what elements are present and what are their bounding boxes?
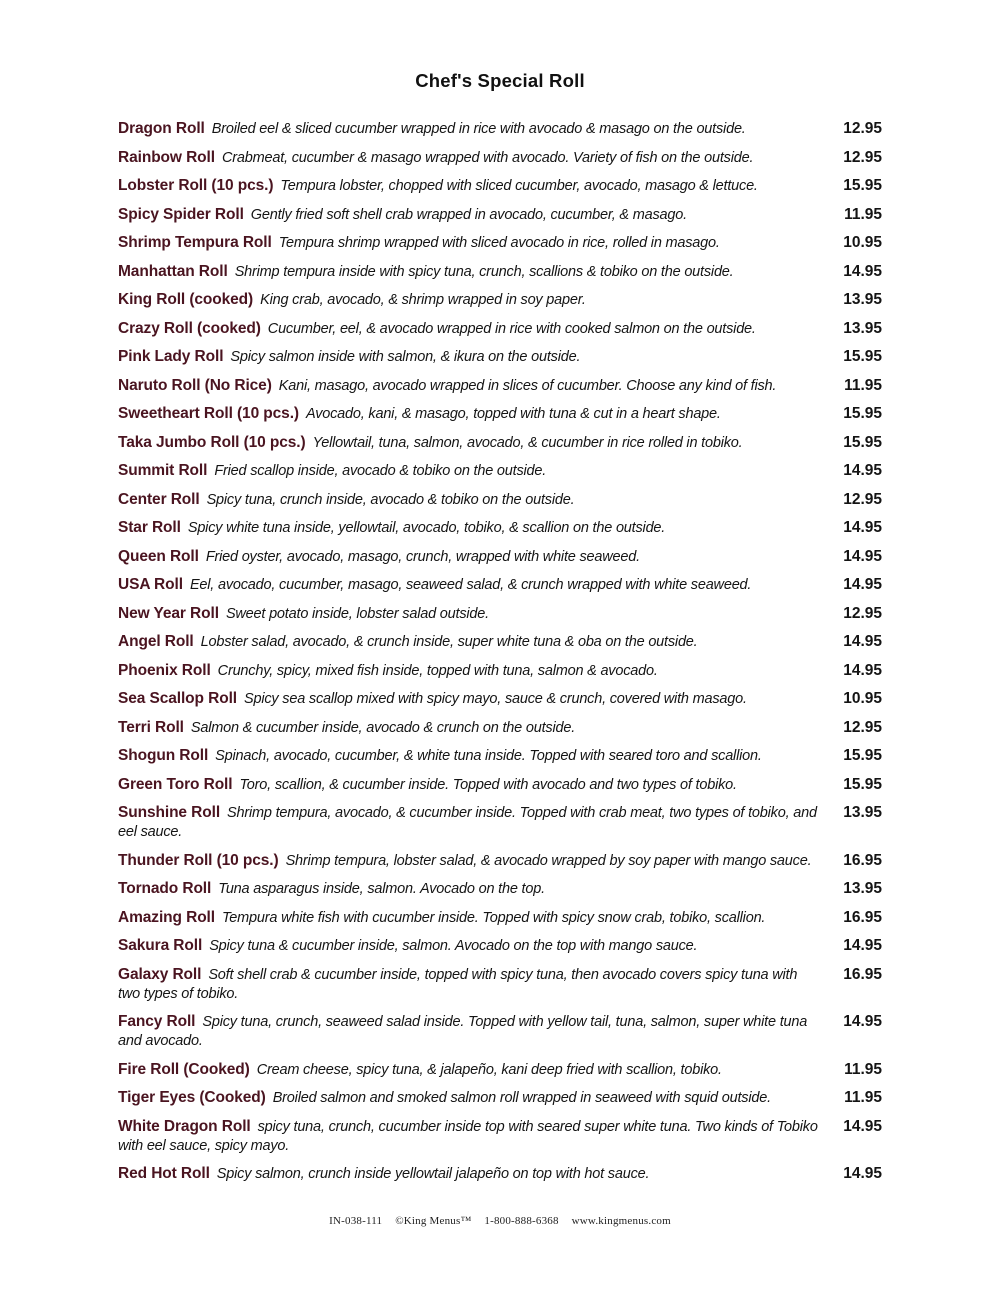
menu-item-text bbox=[118, 119, 820, 139]
item-description: Spicy tuna, crunch inside, avocado & tobiko on the outside. bbox=[206, 491, 575, 508]
item-price: 11.95 bbox=[844, 376, 882, 394]
item-description: Yellowtail, tuna, salmon, avocado, & cucumber in rice rolled in tobiko. bbox=[312, 434, 743, 451]
item-name: Phoenix Roll bbox=[118, 661, 211, 679]
page-title: Chef's Special Roll bbox=[415, 70, 585, 91]
menu-item-text bbox=[118, 347, 820, 367]
item-name: Tornado Roll bbox=[118, 880, 212, 897]
item-name: Shrimp Tempura Roll bbox=[118, 234, 272, 251]
item-name: Crazy Roll (cooked) bbox=[118, 319, 261, 337]
menu-item-text bbox=[118, 746, 820, 766]
menu-item-text bbox=[118, 1117, 820, 1156]
item-description: Lobster salad, avocado, & crunch inside, super white tuna & oba on the outside. bbox=[200, 634, 698, 650]
menu-item-text bbox=[118, 1088, 820, 1108]
item-name: Sea Scallop Roll bbox=[118, 690, 237, 707]
menu-item-text bbox=[118, 604, 820, 624]
item-name: Sweetheart Roll (10 pcs.) bbox=[118, 405, 299, 422]
item-name: Sakura Roll bbox=[118, 937, 203, 954]
item-description: Gently fried soft shell crab wrapped in avocado, cucumber, & masago. bbox=[250, 206, 687, 223]
menu-item-row bbox=[118, 632, 882, 652]
item-description: Shrimp tempura, lobster salad, & avocado wrapped by soy paper with mango sauce. bbox=[285, 852, 812, 869]
menu-item-text bbox=[118, 965, 820, 1004]
item-name: Amazing Roll bbox=[118, 908, 215, 926]
item-price: 13.95 bbox=[843, 804, 882, 821]
menu-item-row bbox=[118, 547, 882, 567]
footer-website: www.kingmenus.com bbox=[571, 1215, 671, 1227]
item-price: 14.95 bbox=[843, 633, 882, 650]
menu-item-text bbox=[118, 404, 820, 424]
item-description: Eel, avocado, cucumber, masago, seaweed salad, & crunch wrapped with white seaweed. bbox=[189, 577, 752, 593]
item-name: Lobster Roll (10 pcs.) bbox=[118, 177, 274, 194]
menu-item-row bbox=[118, 803, 882, 842]
item-name: Red Hot Roll bbox=[118, 1165, 210, 1182]
menu-item-text bbox=[118, 661, 820, 681]
item-price: 15.95 bbox=[843, 177, 882, 194]
menu-item-text bbox=[118, 176, 820, 196]
item-description: Spicy tuna, crunch, seaweed salad inside. Topped with yellow tail, tuna, salmon, super white tuna and avocado. bbox=[118, 1014, 808, 1049]
item-name: Pink Lady Roll bbox=[118, 348, 224, 365]
item-price: 13.95 bbox=[843, 319, 882, 337]
item-name: USA Roll bbox=[118, 576, 183, 593]
item-name: Shogun Roll bbox=[118, 747, 209, 764]
menu-item-text bbox=[118, 1164, 820, 1184]
menu-item-text bbox=[118, 908, 820, 928]
item-price: 14.95 bbox=[843, 547, 882, 565]
item-description: Soft shell crab & cucumber inside, topped with spicy tuna, then avocado covers spicy tuna with two types of tobiko. bbox=[118, 966, 798, 1002]
item-description: Fried scallop inside, avocado & tobiko on the outside. bbox=[214, 463, 547, 479]
item-price: 14.95 bbox=[843, 1165, 882, 1182]
item-description: Shrimp tempura inside with spicy tuna, crunch, scallions & tobiko on the outside. bbox=[234, 263, 734, 280]
item-description: Crunchy, spicy, mixed fish inside, topped with tuna, salmon & avocado. bbox=[217, 662, 658, 679]
menu-item-text bbox=[118, 1060, 820, 1080]
item-price: 16.95 bbox=[843, 908, 882, 926]
item-description: Tempura shrimp wrapped with sliced avocado in rice, rolled in masago. bbox=[278, 235, 720, 251]
menu-item-row bbox=[118, 1164, 882, 1184]
item-price: 11.95 bbox=[844, 205, 882, 223]
menu-item-text bbox=[118, 803, 820, 842]
item-description: Spicy salmon inside with salmon, & ikura on the outside. bbox=[230, 349, 581, 365]
item-description: Spicy white tuna inside, yellowtail, avocado, tobiko, & scallion on the outside. bbox=[187, 520, 666, 536]
item-price: 12.95 bbox=[843, 604, 882, 622]
menu-item-row bbox=[118, 936, 882, 956]
item-name: Fire Roll (Cooked) bbox=[118, 1060, 250, 1078]
item-price: 14.95 bbox=[843, 661, 882, 679]
footer-copyright: ©King Menus™ bbox=[395, 1215, 472, 1227]
item-price: 15.95 bbox=[843, 747, 882, 764]
menu-item-text bbox=[118, 775, 820, 795]
menu-item-row bbox=[118, 290, 882, 310]
menu-item-text bbox=[118, 632, 820, 652]
menu-item-row bbox=[118, 148, 882, 168]
item-price: 14.95 bbox=[843, 519, 882, 536]
menu-item-row bbox=[118, 176, 882, 196]
item-name: Sunshine Roll bbox=[118, 804, 221, 821]
menu-item-row bbox=[118, 879, 882, 899]
item-description: Shrimp tempura, avocado, & cucumber inside. Topped with crab meat, two types of tobiko, and eel sauce. bbox=[118, 805, 817, 840]
item-name: Center Roll bbox=[118, 490, 200, 508]
item-name: Spicy Spider Roll bbox=[118, 205, 244, 223]
menu-item-row bbox=[118, 775, 882, 795]
item-price: 16.95 bbox=[843, 851, 882, 869]
item-name: Tiger Eyes (Cooked) bbox=[118, 1089, 266, 1106]
menu-item-row bbox=[118, 1088, 882, 1108]
menu-item-row bbox=[118, 851, 882, 871]
item-price: 14.95 bbox=[843, 576, 882, 593]
menu-item-row bbox=[118, 1012, 882, 1051]
menu-item-text bbox=[118, 433, 820, 453]
menu-item-row bbox=[118, 604, 882, 624]
item-description: Broiled eel & sliced cucumber wrapped in rice with avocado & masago on the outside. bbox=[211, 121, 746, 137]
item-description: Spicy salmon, crunch inside yellowtail jalapeño on top with hot sauce. bbox=[216, 1166, 650, 1182]
menu-item-row bbox=[118, 518, 882, 538]
item-name: King Roll (cooked) bbox=[118, 291, 254, 308]
menu-item-row bbox=[118, 347, 882, 367]
menu-item-row bbox=[118, 490, 882, 510]
menu-item-row bbox=[118, 746, 882, 766]
menu-item-row bbox=[118, 689, 882, 709]
item-name: White Dragon Roll bbox=[118, 1117, 251, 1135]
item-price: 14.95 bbox=[843, 1117, 882, 1135]
item-description: Crabmeat, cucumber & masago wrapped with avocado. Variety of fish on the outside. bbox=[221, 149, 754, 166]
menu-item-row bbox=[118, 1117, 882, 1156]
menu-item-text bbox=[118, 233, 820, 253]
menu-item-row bbox=[118, 233, 882, 253]
item-price: 15.95 bbox=[843, 348, 882, 365]
item-description: Fried oyster, avocado, masago, crunch, wrapped with white seaweed. bbox=[205, 548, 640, 565]
menu-item-row bbox=[118, 575, 882, 595]
menu-item-text bbox=[118, 689, 820, 709]
item-name: Dragon Roll bbox=[118, 120, 205, 137]
item-price: 15.95 bbox=[843, 775, 882, 793]
item-description: Tuna asparagus inside, salmon. Avocado on the top. bbox=[218, 881, 545, 897]
menu-item-row bbox=[118, 1060, 882, 1080]
item-name: Star Roll bbox=[118, 519, 181, 536]
item-name: Manhattan Roll bbox=[118, 262, 228, 280]
menu-item-text bbox=[118, 290, 820, 310]
item-price: 13.95 bbox=[843, 880, 882, 897]
menu-item-text bbox=[118, 879, 820, 899]
item-price: 14.95 bbox=[843, 937, 882, 954]
menu-item-text bbox=[118, 148, 820, 168]
item-name: Naruto Roll (No Rice) bbox=[118, 376, 272, 394]
menu-item-text bbox=[118, 262, 820, 282]
item-name: Summit Roll bbox=[118, 462, 208, 479]
item-description: Broiled salmon and smoked salmon roll wrapped in seaweed with squid outside. bbox=[272, 1090, 771, 1106]
menu-item-text bbox=[118, 518, 820, 538]
menu-item-text bbox=[118, 718, 820, 738]
item-price: 10.95 bbox=[843, 234, 882, 251]
menu-item-row bbox=[118, 262, 882, 282]
menu-item-row bbox=[118, 461, 882, 481]
item-price: 14.95 bbox=[843, 1013, 882, 1030]
item-price: 11.95 bbox=[844, 1060, 882, 1078]
item-description: Spicy sea scallop mixed with spicy mayo, sauce & crunch, covered with masago. bbox=[244, 691, 747, 707]
item-price: 10.95 bbox=[843, 690, 882, 707]
item-description: spicy tuna, crunch, cucumber inside top with seared super white tuna. Two kinds of Tobiko with eel sauce, spicy mayo. bbox=[118, 1118, 818, 1154]
item-description: Spicy tuna & cucumber inside, salmon. Avocado on the top with mango sauce. bbox=[209, 938, 698, 954]
item-description: Sweet potato inside, lobster salad outside. bbox=[225, 605, 489, 622]
item-name: New Year Roll bbox=[118, 604, 219, 622]
menu-item-text bbox=[118, 547, 820, 567]
menu-item-text bbox=[118, 936, 820, 956]
menu-item-text bbox=[118, 319, 820, 339]
menu-item-row bbox=[118, 205, 882, 225]
item-description: Toro, scallion, & cucumber inside. Topped with avocado and two types of tobiko. bbox=[239, 776, 737, 793]
menu-item-text bbox=[118, 205, 820, 225]
item-name: Galaxy Roll bbox=[118, 965, 202, 983]
item-name: Rainbow Roll bbox=[118, 148, 215, 166]
menu-item-row bbox=[118, 908, 882, 928]
item-description: Kani, masago, avocado wrapped in slices of cucumber. Choose any kind of fish. bbox=[278, 377, 777, 394]
menu-item-text bbox=[118, 490, 820, 510]
item-name: Terri Roll bbox=[118, 718, 184, 736]
item-description: Spinach, avocado, cucumber, & white tuna inside. Topped with seared toro and scallion. bbox=[215, 748, 762, 764]
menu-item-row bbox=[118, 433, 882, 453]
menu-item-row bbox=[118, 376, 882, 396]
item-description: Cucumber, eel, & avocado wrapped in rice with cooked salmon on the outside. bbox=[267, 320, 756, 337]
item-price: 15.95 bbox=[843, 433, 882, 451]
item-name: Green Toro Roll bbox=[118, 775, 233, 793]
item-description: Tempura white fish with cucumber inside. Topped with spicy snow crab, tobiko, scallion. bbox=[221, 909, 766, 926]
item-price: 12.95 bbox=[843, 490, 882, 508]
item-name: Taka Jumbo Roll (10 pcs.) bbox=[118, 433, 306, 451]
menu-item-row bbox=[118, 661, 882, 681]
item-price: 13.95 bbox=[843, 291, 882, 308]
menu-item-row bbox=[118, 718, 882, 738]
menu-item-row bbox=[118, 404, 882, 424]
footer-phone: 1-800-888-6368 bbox=[484, 1215, 559, 1227]
item-description: Salmon & cucumber inside, avocado & crunch on the outside. bbox=[190, 719, 576, 736]
menu-item-text bbox=[118, 376, 820, 396]
item-price: 12.95 bbox=[843, 148, 882, 166]
item-price: 12.95 bbox=[843, 718, 882, 736]
item-name: Queen Roll bbox=[118, 547, 199, 565]
item-description: Cream cheese, spicy tuna, & jalapeño, kani deep fried with scallion, tobiko. bbox=[256, 1061, 722, 1078]
item-description: Tempura lobster, chopped with sliced cucumber, avocado, masago & lettuce. bbox=[280, 178, 758, 194]
menu-item-text bbox=[118, 851, 820, 871]
item-price: 14.95 bbox=[843, 462, 882, 479]
menu-list bbox=[118, 119, 882, 1184]
item-name: Angel Roll bbox=[118, 633, 194, 650]
item-name: Fancy Roll bbox=[118, 1013, 196, 1030]
item-price: 11.95 bbox=[844, 1089, 882, 1106]
item-name: Thunder Roll (10 pcs.) bbox=[118, 851, 279, 869]
menu-item-row bbox=[118, 319, 882, 339]
page-footer bbox=[0, 1215, 1000, 1227]
item-description: Avocado, kani, & masago, topped with tuna & cut in a heart shape. bbox=[305, 406, 721, 422]
footer-code: IN-038-111 bbox=[329, 1215, 383, 1227]
item-price: 14.95 bbox=[843, 262, 882, 280]
menu-item-text bbox=[118, 1012, 820, 1051]
menu-item-row bbox=[118, 965, 882, 1004]
item-price: 15.95 bbox=[843, 405, 882, 422]
menu-item-text bbox=[118, 461, 820, 481]
item-description: King crab, avocado, & shrimp wrapped in soy paper. bbox=[260, 292, 586, 308]
item-price: 12.95 bbox=[843, 120, 882, 137]
menu-item-text bbox=[118, 575, 820, 595]
menu-item-row bbox=[118, 119, 882, 139]
item-price: 16.95 bbox=[843, 965, 882, 983]
